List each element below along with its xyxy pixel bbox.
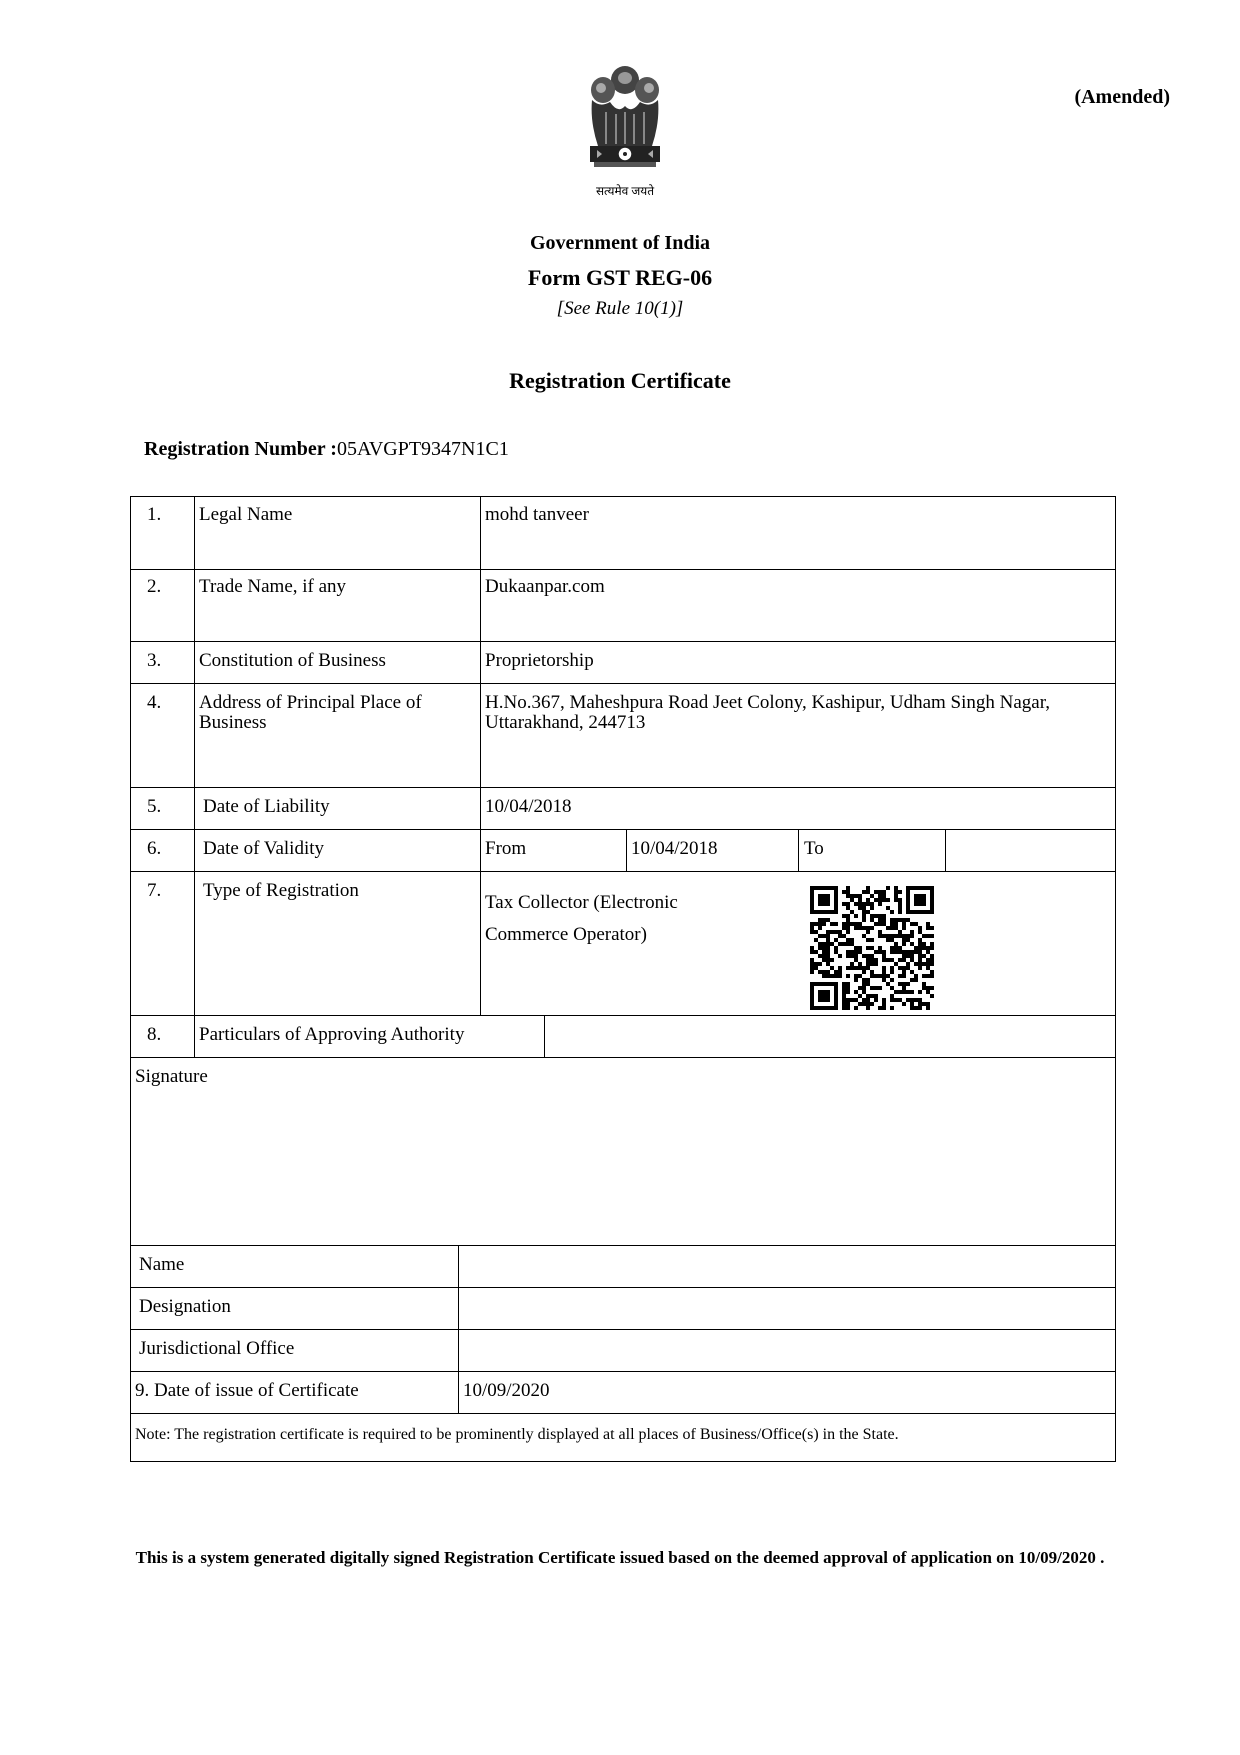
- date-of-issue-value: 10/09/2020: [463, 1380, 550, 1401]
- date-of-validity-label: Date of Validity: [203, 838, 325, 859]
- row-number: 4.: [147, 692, 162, 713]
- registration-number-value: 05AVGPT9347N1C1: [336, 438, 509, 460]
- row-number: 5.: [147, 796, 162, 817]
- registration-details-table: [130, 496, 1116, 1462]
- validity-from-value: 10/04/2018: [631, 838, 718, 859]
- trade-name-label: Trade Name, if any: [199, 576, 347, 597]
- validity-from-label: From: [485, 838, 527, 859]
- date-of-liability-value: 10/04/2018: [485, 796, 572, 817]
- constitution-label: Constitution of Business: [199, 650, 386, 671]
- date-of-liability-label: Date of Liability: [203, 796, 330, 817]
- signature-label: Signature: [135, 1066, 208, 1087]
- footer-statement: This is a system generated digitally signed Registration Certificate issued based on the deemed approval of application on 10/09/2020 .: [135, 1548, 1105, 1567]
- designation-label: Designation: [139, 1296, 231, 1317]
- row-number: 6.: [147, 838, 162, 859]
- jurisdictional-office-label: Jurisdictional Office: [139, 1338, 295, 1359]
- registration-type-value-line1: Tax Collector (Electronic: [485, 892, 678, 913]
- registration-type-label: Type of Registration: [203, 880, 359, 901]
- registration-type-value-line2: Commerce Operator): [485, 924, 647, 945]
- address-value: H.No.367, Maheshpura Road Jeet Colony, Kashipur, Udham Singh Nagar, Uttarakhand, 244713: [485, 692, 1051, 733]
- amended-label: (Amended): [1074, 86, 1170, 108]
- trade-name-value: Dukaanpar.com: [485, 576, 605, 597]
- legal-name-label: Legal Name: [199, 504, 293, 525]
- certificate-title: Registration Certificate: [509, 368, 731, 393]
- display-note: Note: The registration certificate is required to be prominently displayed at all places of Business/Office(s) in the State.: [135, 1426, 899, 1443]
- constitution-value: Proprietorship: [485, 650, 594, 671]
- row-number: 3.: [147, 650, 162, 671]
- row-number: 8.: [147, 1024, 162, 1045]
- registration-number-line: [144, 438, 509, 461]
- row-number: 2.: [147, 576, 162, 597]
- form-number: Form GST REG-06: [527, 265, 713, 290]
- name-label: Name: [139, 1254, 185, 1275]
- approving-authority-label: Particulars of Approving Authority: [199, 1024, 465, 1045]
- registration-number-label: Registration Number :: [144, 438, 337, 460]
- row-number: 7.: [147, 880, 162, 901]
- qr-code-icon: [810, 886, 934, 1010]
- government-heading: Government of India: [530, 232, 710, 254]
- rule-reference: [See Rule 10(1)]: [556, 298, 684, 319]
- national-motto: सत्यमेव जयते: [595, 184, 655, 198]
- legal-name-value: mohd tanveer: [485, 504, 589, 525]
- address-label: Address of Principal Place of Business: [199, 692, 422, 733]
- row-number: 1.: [147, 504, 162, 525]
- validity-to-label: To: [804, 838, 824, 859]
- date-of-issue-label: 9. Date of issue of Certificate: [135, 1380, 359, 1401]
